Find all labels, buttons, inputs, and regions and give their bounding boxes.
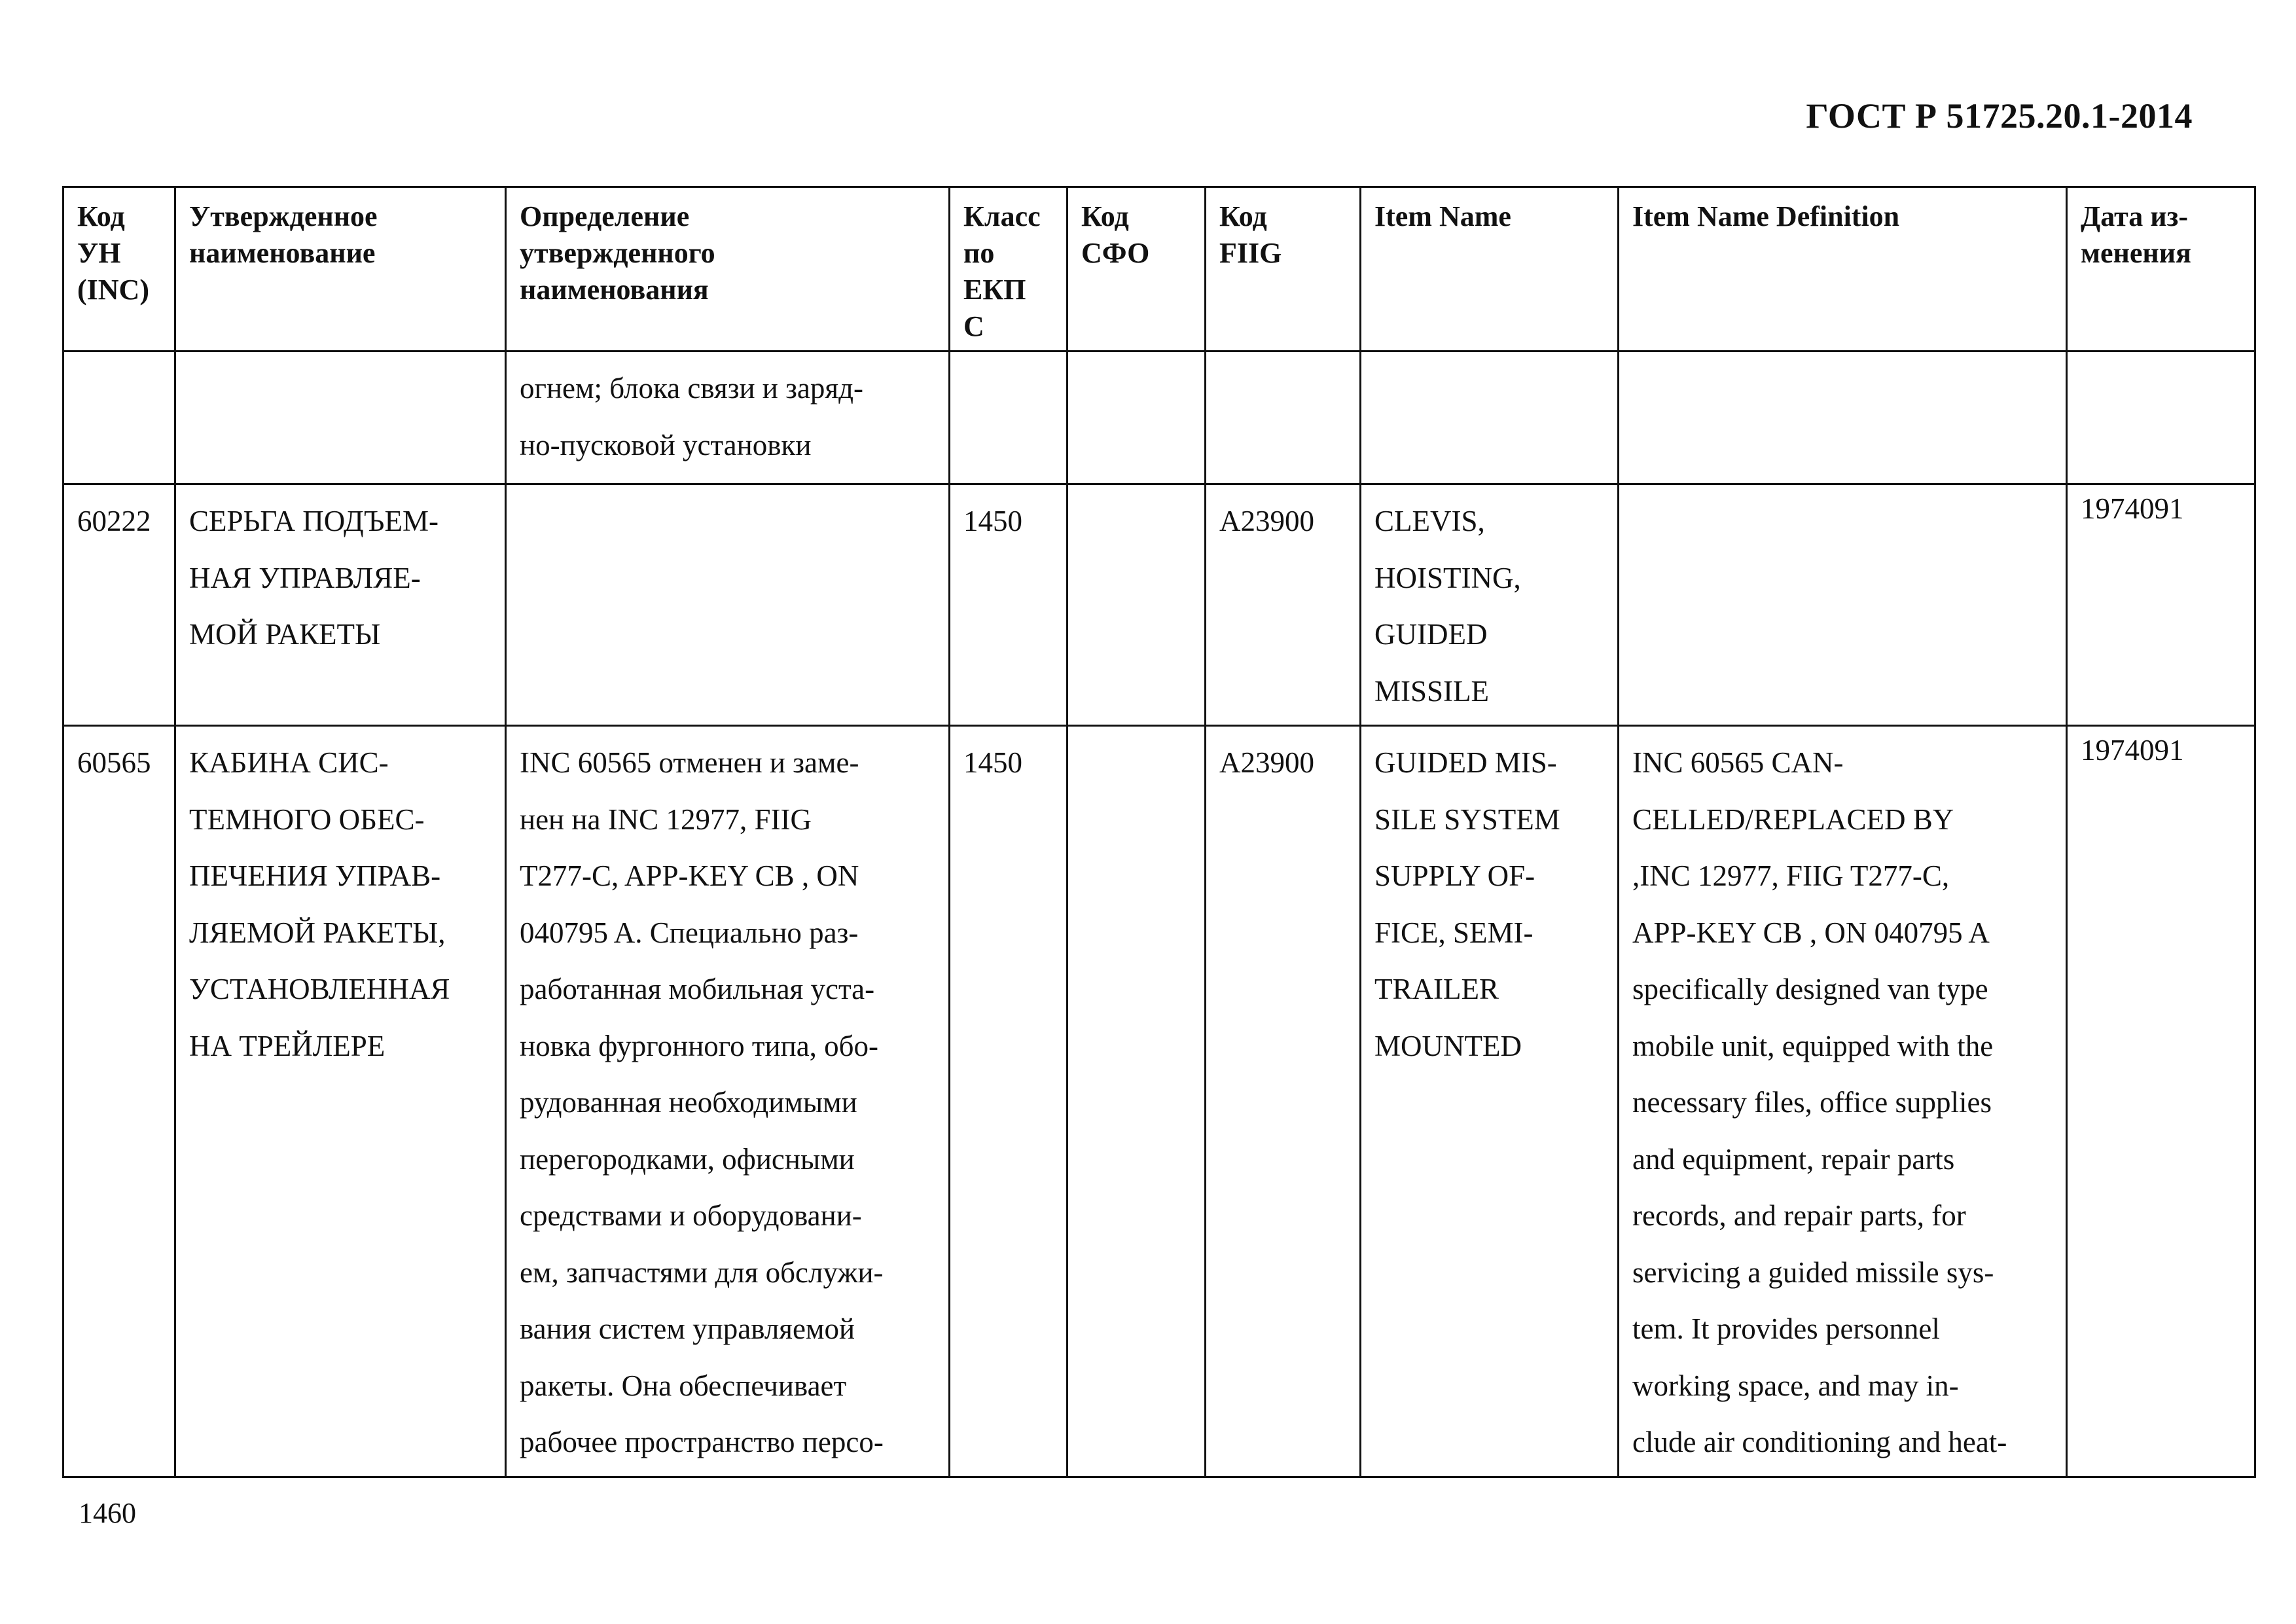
cell-text-line: менения bbox=[2081, 237, 2191, 269]
cell-text-line: рабочее пространство персо- bbox=[520, 1426, 884, 1458]
cell-name-definition bbox=[506, 352, 950, 484]
cell-item-name bbox=[1361, 726, 1619, 1477]
document-standard-header: ГОСТ Р 51725.20.1-2014 bbox=[1806, 96, 2193, 135]
cell-text-line: Код bbox=[1081, 200, 1129, 232]
cell-text-line: MISSILE bbox=[1374, 674, 1490, 708]
cell-text-line: средствами и оборудовани- bbox=[520, 1199, 862, 1232]
cell-text-line: НАЯ УПРАВЛЯЕ- bbox=[189, 561, 421, 594]
cell-item-name-definition bbox=[1619, 352, 2067, 484]
cell-text-line: necessary files, office supplies bbox=[1632, 1086, 1992, 1119]
cell-text-line: НА ТРЕЙЛЕРЕ bbox=[189, 1029, 386, 1062]
cell-text-line: INC 60565 отменен и заме- bbox=[520, 746, 859, 779]
cell-text-line: tem. It provides personnel bbox=[1632, 1312, 1940, 1345]
cell-inc bbox=[63, 352, 175, 484]
column-header-item-name-definition bbox=[1619, 187, 2067, 352]
table-row bbox=[63, 484, 2255, 726]
cell-text-line: огнем; блока связи и заряд- bbox=[520, 372, 863, 405]
column-header-change-date bbox=[2067, 187, 2255, 352]
cell-text-line: наименование bbox=[189, 237, 376, 269]
cell-text-line: FICE, SEMI- bbox=[1374, 916, 1534, 949]
cell-text-line: servicing a guided missile sys- bbox=[1632, 1255, 1994, 1289]
cell-text-line: INC 60565 CAN- bbox=[1632, 746, 1844, 779]
cell-sfo-code bbox=[1067, 484, 1206, 726]
cell-text-line: Код bbox=[1219, 200, 1267, 232]
cell-text-line: но-пусковой установки bbox=[520, 428, 812, 461]
cell-text-line: нен на INC 12977, FIIG bbox=[520, 803, 812, 836]
cell-item-name-definition bbox=[1619, 484, 2067, 726]
table-row bbox=[63, 352, 2255, 484]
column-header-inc bbox=[63, 187, 175, 352]
cell-text-line: работанная мобильная уста- bbox=[520, 973, 875, 1005]
cell-text-line: УН bbox=[77, 237, 121, 269]
cell-item-name-definition bbox=[1619, 726, 2067, 1477]
cell-text-line: Определение bbox=[520, 200, 690, 232]
cell-inc: 60222 bbox=[63, 484, 175, 726]
registry-table bbox=[62, 186, 2256, 1478]
cell-text-line: HOISTING, bbox=[1374, 561, 1521, 594]
cell-text-line: specifically designed van type bbox=[1632, 973, 1988, 1005]
cell-change-date: 1974091 bbox=[2067, 726, 2255, 1477]
cell-text-line: CLEVIS, bbox=[1374, 505, 1485, 537]
cell-text-line: Утвержденное bbox=[189, 200, 378, 232]
cell-text-line: Item Name Definition bbox=[1632, 200, 1900, 232]
cell-text-line: ракеты. Она обеспечивает bbox=[520, 1369, 847, 1402]
cell-text-line: working space, and may in- bbox=[1632, 1369, 1959, 1402]
cell-text-line: ЛЯЕМОЙ РАКЕТЫ, bbox=[189, 916, 446, 949]
cell-text-line: ТЕМНОГО ОБЕС- bbox=[189, 803, 425, 836]
cell-text-line: GUIDED MIS- bbox=[1374, 746, 1557, 779]
cell-text-line: SUPPLY OF- bbox=[1374, 859, 1535, 892]
cell-ekps-class: 1450 bbox=[950, 726, 1067, 1477]
cell-approved-name bbox=[175, 484, 506, 726]
cell-text-line: С bbox=[963, 310, 984, 342]
cell-text-line: перегородками, офисными bbox=[520, 1142, 855, 1176]
cell-text-line: 040795 A. Специально раз- bbox=[520, 916, 859, 949]
cell-change-date: 1974091 bbox=[2067, 484, 2255, 726]
cell-item-name bbox=[1361, 484, 1619, 726]
cell-sfo-code bbox=[1067, 352, 1206, 484]
column-header-item-name bbox=[1361, 187, 1619, 352]
cell-text-line: SILE SYSTEM bbox=[1374, 803, 1560, 836]
cell-fiig-code: A23900 bbox=[1206, 484, 1361, 726]
cell-ekps-class: 1450 bbox=[950, 484, 1067, 726]
cell-fiig-code bbox=[1206, 352, 1361, 484]
cell-item-name bbox=[1361, 352, 1619, 484]
cell-text-line: новка фургонного типа, обо- bbox=[520, 1029, 879, 1062]
cell-text-line: CELLED/REPLACED BY bbox=[1632, 803, 1954, 836]
cell-text-line: УСТАНОВЛЕННАЯ bbox=[189, 973, 450, 1005]
cell-text-line: GUIDED bbox=[1374, 618, 1488, 651]
column-header-name-definition bbox=[506, 187, 950, 352]
cell-name-definition bbox=[506, 484, 950, 726]
cell-approved-name bbox=[175, 352, 506, 484]
table-row bbox=[63, 726, 2255, 1477]
table-header-row bbox=[63, 187, 2255, 352]
cell-text-line: Item Name bbox=[1374, 200, 1511, 232]
cell-text-line: MOUNTED bbox=[1374, 1029, 1522, 1062]
cell-text-line: КАБИНА СИС- bbox=[189, 746, 389, 779]
cell-text-line: Класс bbox=[963, 200, 1041, 232]
column-header-fiig-code bbox=[1206, 187, 1361, 352]
cell-ekps-class bbox=[950, 352, 1067, 484]
cell-fiig-code: A23900 bbox=[1206, 726, 1361, 1477]
cell-text-line: records, and repair parts, for bbox=[1632, 1199, 1966, 1232]
column-header-approved-name bbox=[175, 187, 506, 352]
cell-text-line: mobile unit, equipped with the bbox=[1632, 1029, 1994, 1062]
cell-text-line: Дата из- bbox=[2081, 200, 2188, 232]
cell-text-line: утвержденного bbox=[520, 237, 715, 269]
cell-text-line: APP-KEY CB , ON 040795 A bbox=[1632, 916, 1990, 949]
cell-text-line: clude air conditioning and heat- bbox=[1632, 1426, 2007, 1458]
column-header-ekps-class bbox=[950, 187, 1067, 352]
cell-text-line: вания систем управляемой bbox=[520, 1312, 855, 1345]
cell-text-line: (INC) bbox=[77, 274, 149, 306]
cell-text-line: T277-C, APP-KEY CB , ON bbox=[520, 859, 859, 892]
cell-text-line: ПЕЧЕНИЯ УПРАВ- bbox=[189, 859, 441, 892]
cell-sfo-code bbox=[1067, 726, 1206, 1477]
cell-name-definition bbox=[506, 726, 950, 1477]
cell-inc: 60565 bbox=[63, 726, 175, 1477]
page-number: 1460 bbox=[79, 1497, 136, 1529]
cell-change-date bbox=[2067, 352, 2255, 484]
cell-text-line: рудованная необходимыми bbox=[520, 1086, 857, 1119]
cell-text-line: МОЙ РАКЕТЫ bbox=[189, 618, 381, 651]
cell-text-line: по bbox=[963, 237, 995, 269]
cell-text-line: FIIG bbox=[1219, 237, 1282, 269]
column-header-sfo-code bbox=[1067, 187, 1206, 352]
cell-text-line: Код bbox=[77, 200, 125, 232]
cell-text-line: ,INC 12977, FIIG T277-C, bbox=[1632, 859, 1950, 892]
cell-text-line: наименования bbox=[520, 274, 709, 306]
cell-text-line: ем, запчастями для обслужи- bbox=[520, 1255, 884, 1289]
cell-text-line: СФО bbox=[1081, 237, 1150, 269]
cell-text-line: and equipment, repair parts bbox=[1632, 1142, 1955, 1176]
cell-text-line: TRAILER bbox=[1374, 973, 1499, 1005]
cell-text-line: СЕРЬГА ПОДЪЕМ- bbox=[189, 505, 439, 537]
cell-approved-name bbox=[175, 726, 506, 1477]
cell-text-line: ЕКП bbox=[963, 274, 1026, 306]
